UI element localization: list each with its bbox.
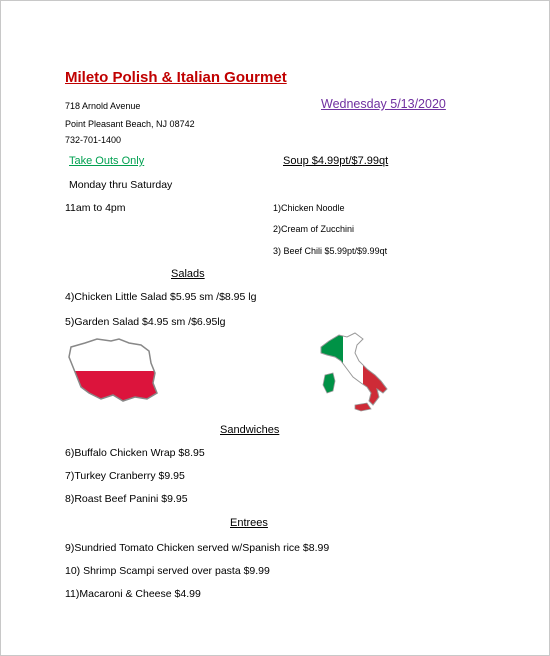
address-line-2: Point Pleasant Beach, NJ 08742 [65,119,195,129]
soup-heading [283,155,388,167]
soup-heading-text: Soup $4.99pt/$7.99qt [283,155,389,167]
italy-flag-map-icon [317,331,393,413]
soup-item: 2)Cream of Zucchini [273,224,355,234]
soup-item: 3) Beef Chili $5.99pt/$9.99qt [273,246,388,256]
soup-item: 1)Chicken Noodle [273,203,345,213]
sandwich-item: 8)Roast Beef Panini $9.95 [65,493,188,505]
entree-item: 10) Shrimp Scampi served over pasta $9.99 [65,565,270,577]
entree-item: 9)Sundried Tomato Chicken served w/Spanish rice $8.99 [65,542,330,554]
take-outs-notice: Take Outs Only [69,155,145,167]
sandwich-item: 7)Turkey Cranberry $9.95 [65,470,185,482]
entrees-heading: Entrees [230,517,268,529]
entree-item: 11)Macaroni & Cheese $4.99 [65,588,201,600]
salads-heading: Salads [171,268,205,280]
hours-open: 11am to 4pm [65,202,126,214]
sandwiches-heading: Sandwiches [220,424,280,436]
menu-date: Wednesday 5/13/2020 [321,97,446,111]
restaurant-title: Mileto Polish & Italian Gourmet [65,69,287,86]
address-line-1: 718 Arnold Avenue [65,101,141,111]
salad-item: 4)Chicken Little Salad $5.95 sm /$8.95 lg [65,291,257,303]
sandwich-item: 6)Buffalo Chicken Wrap $8.95 [65,447,205,459]
days-open: Monday thru Saturday [69,179,173,191]
phone-number: 732-701-1400 [65,135,122,145]
salad-item: 5)Garden Salad $4.95 sm /$6.95lg [65,316,226,328]
poland-flag-map-icon [67,337,159,403]
